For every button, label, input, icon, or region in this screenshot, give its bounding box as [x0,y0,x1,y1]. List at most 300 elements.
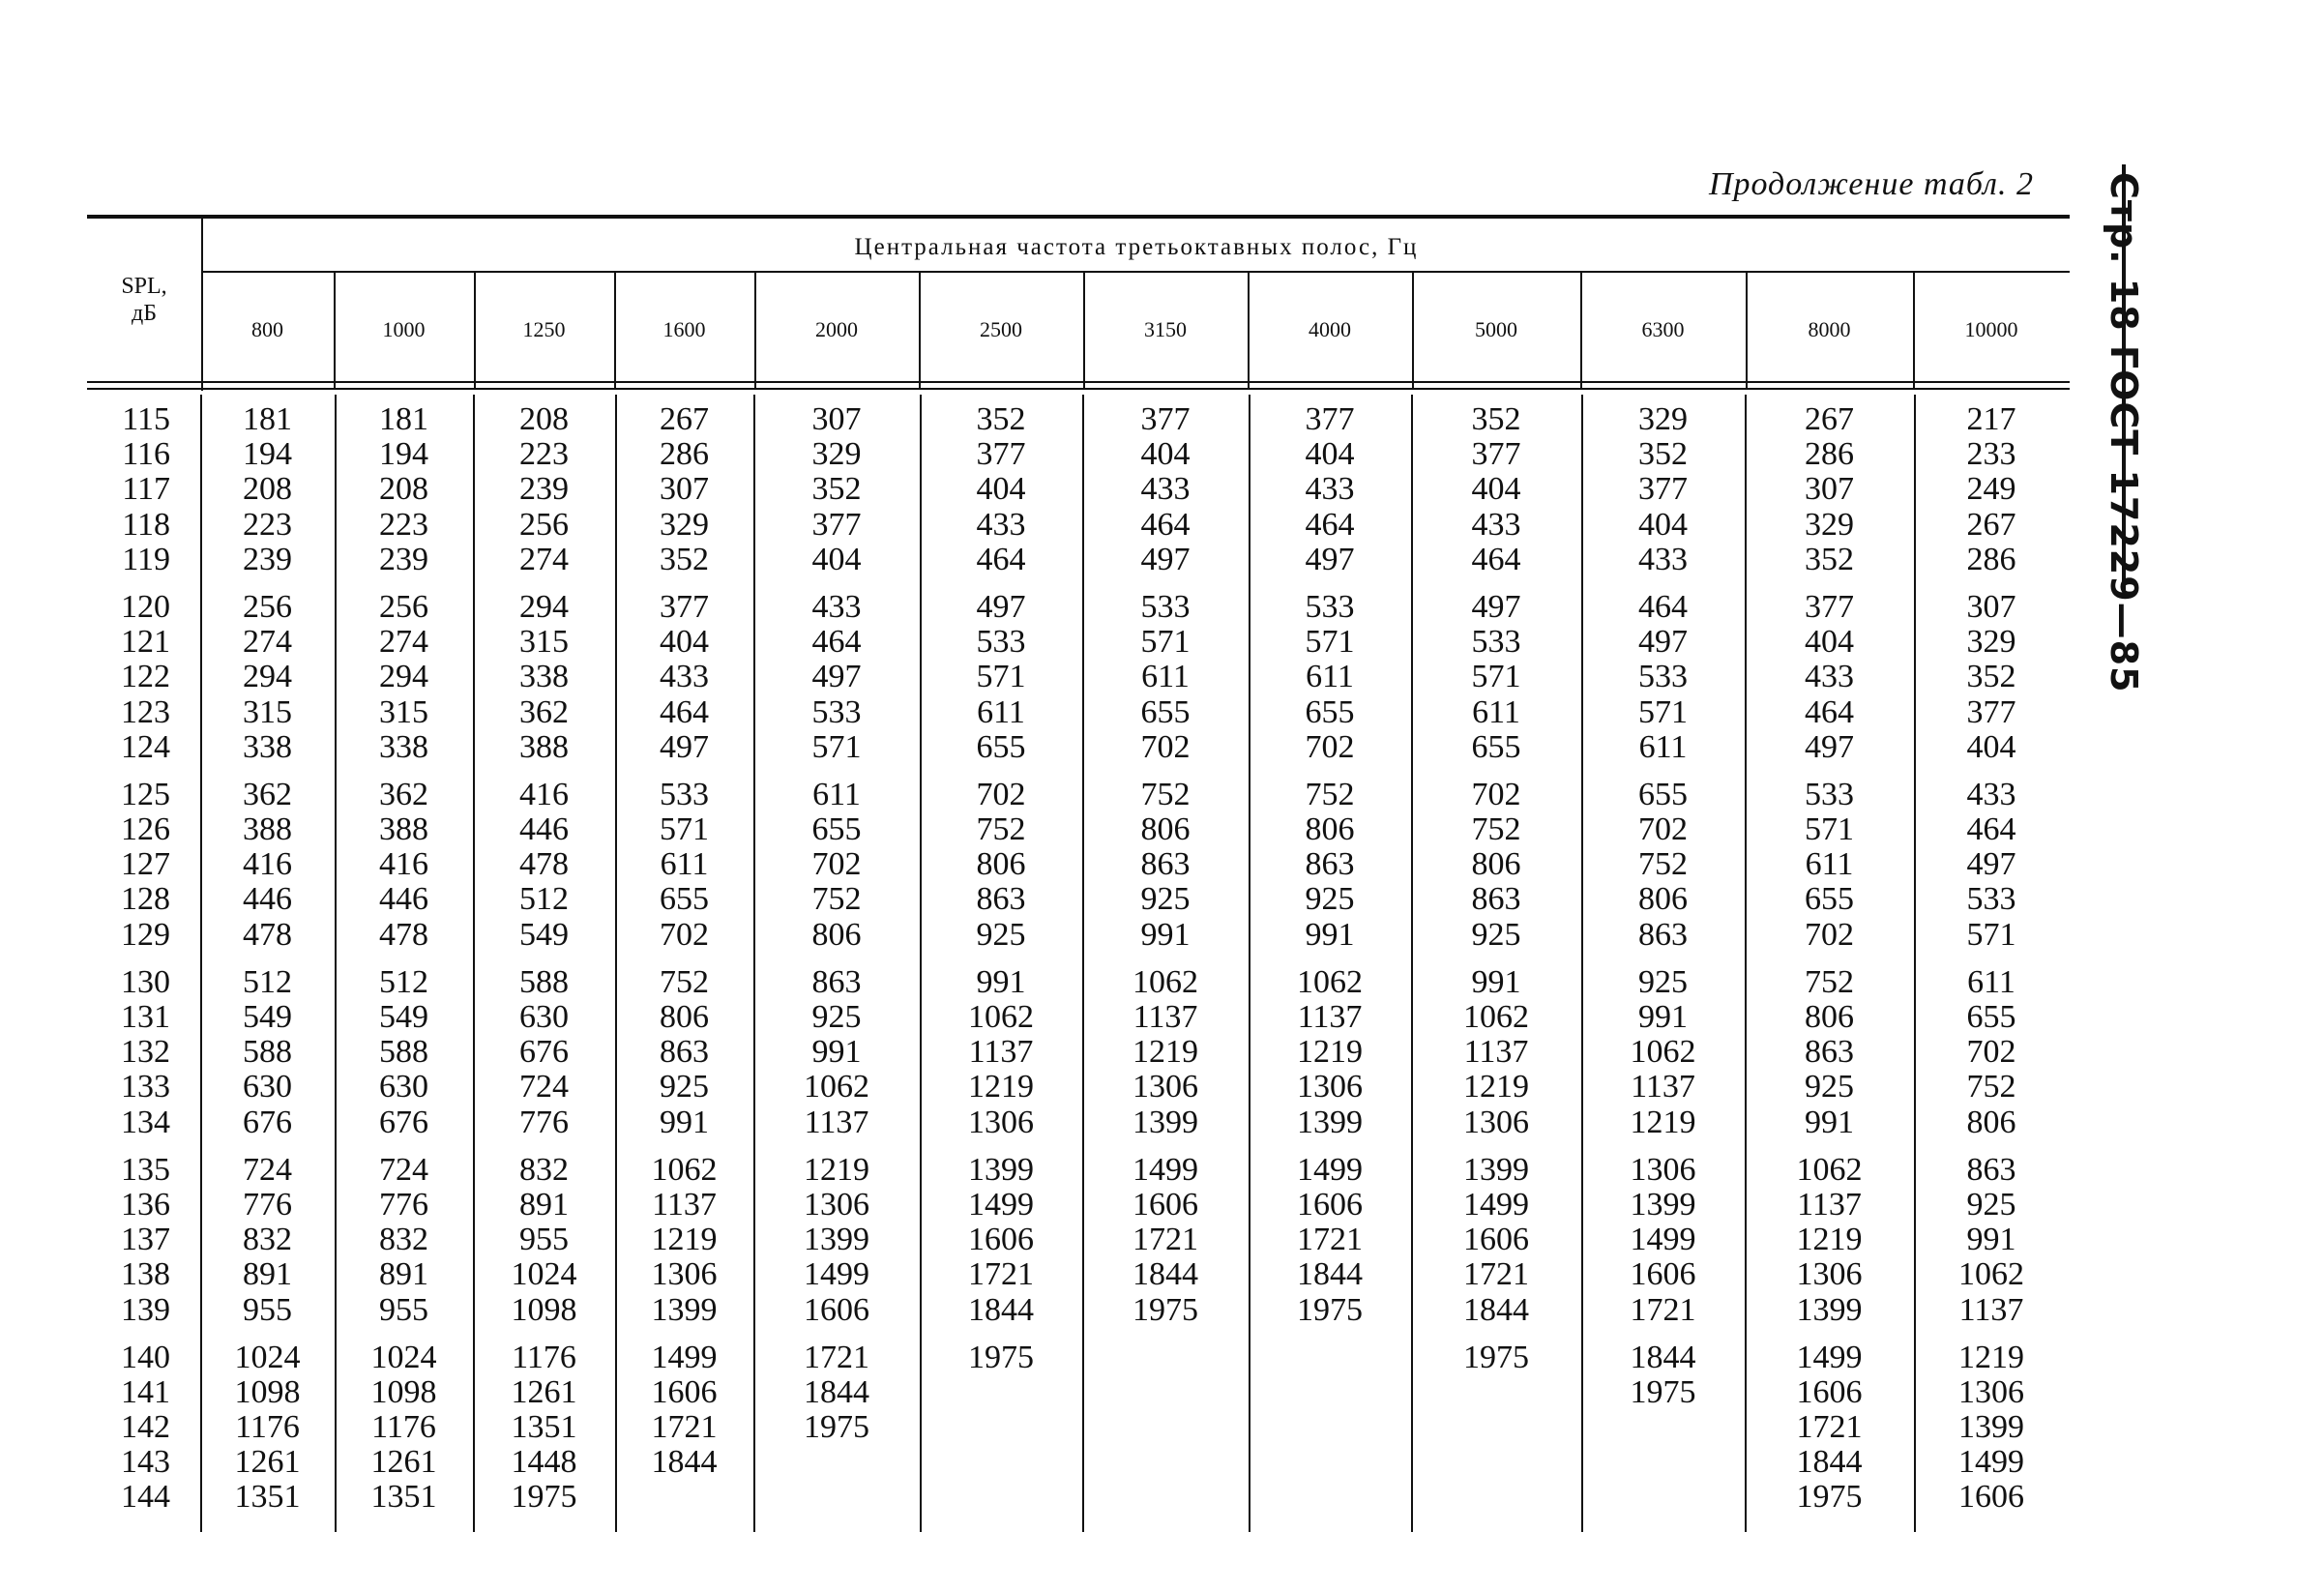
table-cell: 286 [1805,436,1854,473]
table-cell: 1499 [1958,1444,2024,1481]
table-cell: 1606 [804,1291,869,1328]
table-cell: 478 [379,916,428,953]
table-cell: 1399 [1133,1104,1198,1140]
table-cell: 1062 [1463,999,1529,1035]
table-cell: 1975 [1133,1291,1198,1328]
table-cell: 512 [379,963,428,1000]
table-cell [1083,1445,1248,1480]
table-cell: 1844 [651,1444,718,1481]
table-cell: 208 [243,471,292,508]
table-cell [919,1480,1083,1515]
table-cell: 533 [1471,624,1521,661]
table-cell: 1499 [1796,1339,1863,1375]
table-cell: 925 [1805,1069,1854,1105]
table-cell: 863 [1805,1034,1854,1071]
table-cell: 377 [660,588,709,625]
table-cell [1083,1410,1248,1445]
table-cell: 124 [121,728,170,765]
table-cell: 776 [519,1104,569,1140]
table-cell: 1606 [1297,1186,1363,1223]
table-cell: 1137 [1297,999,1363,1035]
table-cell: 611 [660,846,709,883]
table-cell: 1062 [968,999,1034,1035]
table-cell: 1399 [1463,1151,1529,1188]
table-cell: 464 [660,693,709,730]
table-column [1580,402,1746,1516]
table-cell: 1399 [1958,1409,2024,1446]
table-cell: 377 [1805,588,1854,625]
table-cell: 611 [1805,846,1854,883]
table-cell: 1975 [1297,1291,1363,1328]
table-cell: 139 [121,1291,170,1328]
table-cell: 497 [976,588,1026,625]
table-cell: 464 [976,541,1026,577]
table-cell: 1448 [511,1444,577,1481]
table-cell: 1261 [511,1373,577,1410]
table-column [1913,402,2070,1516]
table-cell: 352 [1805,541,1854,577]
table-cell: 132 [121,1034,170,1071]
table-cell: 863 [976,881,1026,918]
table-column [87,402,170,1516]
table-cell: 362 [379,776,428,812]
table-cell: 1399 [804,1222,869,1258]
table-cell: 1975 [1630,1373,1696,1410]
table-cell: 433 [811,588,862,625]
table-cell: 433 [1305,471,1355,508]
table-cell: 286 [1966,541,2016,577]
table-cell: 832 [243,1222,292,1258]
table-column [1746,402,1913,1516]
table-cell: 806 [1305,811,1355,848]
table-cell: 497 [1966,846,2016,883]
table-cell: 404 [976,471,1026,508]
table-cell: 655 [1966,999,2016,1035]
table-cell: 724 [519,1069,569,1105]
table-cell: 1975 [804,1409,869,1446]
table-cell: 863 [1471,881,1521,918]
table-cell: 991 [1140,916,1191,953]
table-cell: 1499 [651,1339,718,1375]
table-cell: 388 [519,728,569,765]
table-cell: 1499 [1297,1151,1363,1188]
table-cell: 1721 [1796,1409,1863,1446]
table-cell: 125 [121,776,170,812]
table-cell: 702 [1805,916,1854,953]
table-cell: 223 [379,506,428,543]
table-cell: 863 [1305,846,1355,883]
table-cell: 1844 [1297,1256,1363,1293]
table-cell: 497 [1471,588,1521,625]
table-cell: 588 [379,1034,428,1071]
table-cell: 377 [811,506,862,543]
table-cell: 1098 [370,1373,437,1410]
table-cell: 925 [811,999,862,1035]
table-cell: 329 [811,436,862,473]
table-cell: 630 [379,1069,428,1105]
table-cell: 1306 [1463,1104,1529,1140]
table-cell: 611 [1306,659,1354,695]
table-cell: 1844 [968,1291,1034,1328]
table-cell: 1306 [804,1186,869,1223]
table-cell: 181 [379,401,428,437]
table-cell: 338 [243,728,292,765]
table-cell: 752 [1305,776,1355,812]
table-cell: 404 [1471,471,1521,508]
table-cell: 133 [121,1069,170,1105]
page-standard-label: Стр. 18 ГОСТ 17229—85 [2103,172,2145,693]
table-cell: 955 [379,1291,428,1328]
table-cell: 274 [243,624,292,661]
table-cell: 676 [243,1104,292,1140]
table-cell: 702 [1305,728,1355,765]
table-cell: 338 [379,728,428,765]
table-cell: 446 [243,881,292,918]
spl-column-header [87,273,201,327]
table-cell: 131 [121,999,170,1035]
table-cell: 122 [121,659,170,695]
table-cell: 588 [243,1034,292,1071]
table-cell: 1721 [804,1339,869,1375]
table-cell: 315 [243,693,292,730]
table-cell: 991 [660,1104,709,1140]
table-cell: 388 [243,811,292,848]
table-cell: 329 [1805,506,1854,543]
table-cell: 1721 [651,1409,718,1446]
table-cell: 1219 [1133,1034,1198,1071]
table-cell: 1606 [968,1222,1034,1258]
table-cell: 249 [1966,471,2016,508]
table-cell: 1137 [1463,1034,1529,1071]
group-header-rule [201,271,2070,273]
table-cell: 571 [660,811,709,848]
table-cell [1248,1445,1412,1480]
header-bottom-rule [87,381,2070,383]
table-cell: 724 [379,1151,428,1188]
table-cell [1580,1410,1746,1445]
table-cell: 446 [379,881,428,918]
table-cell: 630 [243,1069,292,1105]
table-cell: 267 [1805,401,1854,437]
frequency-header: 2500 [980,317,1022,341]
table-cell: 863 [1638,916,1688,953]
table-cell: 1219 [1297,1034,1363,1071]
table-cell: 991 [1471,963,1521,1000]
table-cell: 433 [1805,659,1854,695]
table-cell: 1137 [968,1034,1034,1071]
table-cell: 571 [976,659,1026,695]
table-cell: 362 [519,693,569,730]
table-cell: 130 [121,963,170,1000]
table-cell: 464 [1471,541,1521,577]
table-cell: 1399 [968,1151,1034,1188]
table-cell: 549 [519,916,569,953]
table-cell: 991 [1805,1104,1854,1140]
table-cell: 404 [1805,624,1854,661]
table-column [1248,402,1412,1516]
table-cell: 806 [1140,811,1191,848]
table-cell: 194 [243,436,292,473]
table-cell: 404 [1140,436,1191,473]
table-cell: 512 [243,963,292,1000]
table-cell: 702 [1638,811,1688,848]
table-cell: 533 [1805,776,1854,812]
table-cell: 724 [243,1151,292,1188]
table-cell: 806 [811,916,862,953]
table-cell: 497 [1638,624,1688,661]
table-cell: 1306 [968,1104,1034,1140]
table-cell: 142 [121,1409,170,1446]
table-cell: 655 [660,881,709,918]
table-cell: 806 [1805,999,1854,1035]
table-cell: 571 [811,728,862,765]
table-cell: 307 [1805,471,1854,508]
table-cell: 478 [519,846,569,883]
table-cell: 208 [379,471,428,508]
table-cell: 497 [1140,541,1191,577]
table-cell: 1975 [968,1339,1034,1375]
table-cell: 1024 [511,1256,577,1293]
table-cell [919,1410,1083,1445]
table-cell [1412,1445,1580,1480]
table-cell: 256 [243,588,292,625]
table-cell [1412,1410,1580,1445]
table-cell: 1098 [511,1291,577,1328]
table-cell: 891 [519,1186,569,1223]
table-cell: 134 [121,1104,170,1140]
table-cell: 611 [1967,963,2015,1000]
table-cell: 497 [660,728,709,765]
table-cell: 571 [1140,624,1191,661]
table-cell: 377 [1140,401,1191,437]
table-cell: 925 [1966,1186,2016,1223]
table-cell: 181 [243,401,292,437]
table-cell: 138 [121,1256,170,1293]
table-cell [1412,1375,1580,1410]
table-cell: 776 [243,1186,292,1223]
frequency-header: 3150 [1144,317,1187,341]
table-cell: 1606 [1463,1222,1529,1258]
table-cell: 571 [1966,916,2016,953]
table-cell: 806 [1966,1104,2016,1140]
table-cell: 1176 [235,1409,300,1446]
table-cell [919,1375,1083,1410]
table-cell: 1351 [511,1409,577,1446]
table-cell [1412,1480,1580,1515]
table-cell: 1721 [1297,1222,1363,1258]
table-cell [1083,1375,1248,1410]
table-cell: 752 [1805,963,1854,1000]
table-cell: 1062 [1958,1256,2024,1293]
table-cell: 464 [1305,506,1355,543]
table-cell: 267 [1966,506,2016,543]
table-cell [1248,1480,1412,1515]
table-cell: 1721 [968,1256,1034,1293]
table-cell: 806 [660,999,709,1035]
table-cell: 611 [812,776,861,812]
table-cell: 223 [243,506,292,543]
table-cell: 294 [379,659,428,695]
table-cell: 1219 [1630,1104,1696,1140]
table-cell: 549 [379,999,428,1035]
table-column [754,402,919,1516]
table-cell: 239 [379,541,428,577]
table-cell: 1062 [1297,963,1363,1000]
table-cell [1248,1410,1412,1445]
table-cell: 991 [811,1034,862,1071]
table-cell: 655 [1305,693,1355,730]
table-cell: 307 [660,471,709,508]
table-cell: 416 [519,776,569,812]
spl-header-line1: SPL, [121,274,167,299]
table-cell: 1399 [1630,1186,1696,1223]
table-cell: 1399 [1297,1104,1363,1140]
table-cell: 752 [976,811,1026,848]
table-cell: 925 [1305,881,1355,918]
table-cell: 533 [811,693,862,730]
table-cell [754,1480,919,1515]
table-column [1083,402,1248,1516]
table-column [919,402,1083,1516]
table-column [474,402,614,1516]
table-cell: 433 [1140,471,1191,508]
table-cell: 144 [121,1479,170,1516]
table-cell: 377 [1305,401,1355,437]
table-cell: 588 [519,963,569,1000]
table-cell: 1306 [1297,1069,1363,1105]
table-cell: 274 [379,624,428,661]
table-cell: 806 [1638,881,1688,918]
table-cell: 329 [1966,624,2016,661]
table-cell: 1975 [1463,1339,1529,1375]
table-cell [919,1445,1083,1480]
table-cell: 1844 [804,1373,869,1410]
frequency-header: 8000 [1808,317,1851,341]
table-cell: 776 [379,1186,428,1223]
table-cell: 925 [1140,881,1191,918]
table-cell: 702 [976,776,1026,812]
table-cell: 464 [1140,506,1191,543]
table-cell: 1062 [1133,963,1198,1000]
table-cell: 315 [519,624,569,661]
table-continuation-label: Продолжение табл. 2 [1708,166,2034,202]
table-cell: 1721 [1133,1222,1198,1258]
table-column [201,402,334,1516]
table-cell: 1306 [1796,1256,1863,1293]
table-cell: 1219 [968,1069,1034,1105]
table-cell: 1306 [651,1256,718,1293]
table-cell: 1219 [1958,1339,2024,1375]
column-divider [201,219,203,391]
table-cell: 1844 [1796,1444,1863,1481]
table-cell: 126 [121,811,170,848]
table-cell: 1606 [651,1373,718,1410]
table-cell: 752 [811,881,862,918]
table-cell: 404 [811,541,862,577]
frequency-table [87,215,2070,1540]
frequency-header: 6300 [1641,317,1685,341]
table-cell: 464 [1805,693,1854,730]
table-cell: 1137 [804,1104,869,1140]
header-bottom-rule-double [87,388,2070,390]
table-cell: 655 [811,811,862,848]
table-cell: 991 [1638,999,1688,1035]
table-cell: 307 [811,401,862,437]
table-cell: 1399 [651,1291,718,1328]
table-cell: 512 [519,881,569,918]
table-cell: 1261 [370,1444,437,1481]
table-cell: 533 [1638,659,1688,695]
table-cell: 1499 [1630,1222,1696,1258]
table-cell: 806 [976,846,1026,883]
table-cell: 533 [1305,588,1355,625]
frequency-header: 800 [251,317,283,341]
table-cell: 118 [122,506,170,543]
table-cell: 1844 [1133,1256,1198,1293]
table-cell: 1499 [968,1186,1034,1223]
table-cell: 497 [1805,728,1854,765]
table-cell: 955 [243,1291,292,1328]
frequency-group-header: Центральная частота третьоктавных полос, Гц [854,234,1419,260]
table-cell: 1499 [1133,1151,1198,1188]
table-cell: 294 [519,588,569,625]
table-cell: 404 [1305,436,1355,473]
table-cell: 1975 [1796,1479,1863,1516]
table-cell: 352 [976,401,1026,437]
table-cell: 478 [243,916,292,953]
table-cell: 274 [519,541,569,577]
table-cell: 925 [1638,963,1688,1000]
frequency-header: 1000 [382,317,426,341]
table-cell: 433 [1471,506,1521,543]
table-cell: 233 [1966,436,2016,473]
table-cell: 655 [1805,881,1854,918]
table-cell: 863 [660,1034,709,1071]
table-cell: 571 [1638,693,1688,730]
table-cell: 352 [660,541,709,577]
table-cell: 239 [519,471,569,508]
table-cell: 1975 [511,1479,577,1516]
table-cell: 217 [1966,401,2016,437]
table-cell: 1721 [1630,1291,1696,1328]
table-cell: 416 [379,846,428,883]
table-column [614,402,754,1516]
table-cell: 1606 [1133,1186,1198,1223]
table-cell: 630 [519,999,569,1035]
table-cell [1580,1445,1746,1480]
table-cell: 925 [976,916,1026,953]
table-cell: 352 [811,471,862,508]
table-column [1412,402,1580,1516]
table-cell: 1062 [1630,1034,1696,1071]
spl-header-line2: дБ [132,301,157,326]
table-cell: 404 [660,624,709,661]
table-cell [1083,1341,1248,1375]
table-cell: 702 [811,846,862,883]
table-cell: 1137 [652,1186,717,1223]
table-column [334,402,474,1516]
table-cell: 497 [811,659,862,695]
table-cell: 1176 [371,1409,436,1446]
table-cell: 1062 [1796,1151,1863,1188]
table-cell: 571 [1471,659,1521,695]
table-cell: 955 [519,1222,569,1258]
frequency-header: 5000 [1475,317,1517,341]
table-cell: 329 [660,506,709,543]
table-cell: 1499 [1463,1186,1529,1223]
table-cell: 991 [976,963,1026,1000]
table-cell: 1024 [234,1339,301,1375]
